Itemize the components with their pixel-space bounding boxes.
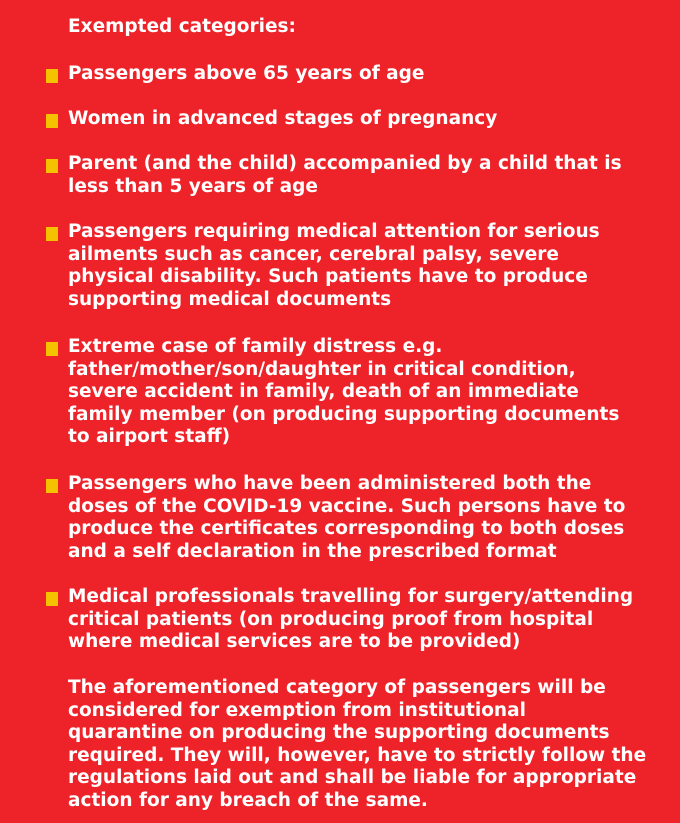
square-bullet-icon <box>46 227 58 241</box>
list-item-text: Women in advanced stages of pregnancy <box>68 108 498 129</box>
square-bullet-icon <box>46 114 58 128</box>
square-bullet-icon <box>46 69 58 83</box>
panel-heading: Exempted categories: <box>68 16 296 37</box>
list-item-text: Passengers who have been administered both the doses of the COVID-19 vaccine. Such persons have to produce the certificates corresponding to both doses and a self declaration in the prescribed format <box>68 473 626 562</box>
square-bullet-icon <box>46 592 58 606</box>
footer-note: The aforementioned category of passengers will be considered for exemption from institutional quarantine on producing the supporting documents required. They will, however, have to strictly follow the regulations laid out and shall be liable for appropriate action for any breach of the same. <box>68 677 647 811</box>
list-item-text: Parent (and the child) accompanied by a child that is less than 5 years of age <box>68 153 622 197</box>
list-item-text: Passengers above 65 years of age <box>68 63 425 84</box>
list-item-text: Medical professionals travelling for surgery/attending critical patients (on producing proof from hospital where medical services are to be provided) <box>68 586 634 653</box>
square-bullet-icon <box>46 342 58 356</box>
list-item-text: Passengers requiring medical attention for serious ailments such as cancer, cerebral palsy, severe physical disability. Such patients have to produce supporting medical documents <box>68 221 600 310</box>
square-bullet-icon <box>46 479 58 493</box>
list-item-text: Extreme case of family distress e.g. father/mother/son/daughter in critical condition, severe accident in family, death of an immediate family member (on producing supporting documents to airport staff) <box>68 336 620 448</box>
square-bullet-icon <box>46 159 58 173</box>
